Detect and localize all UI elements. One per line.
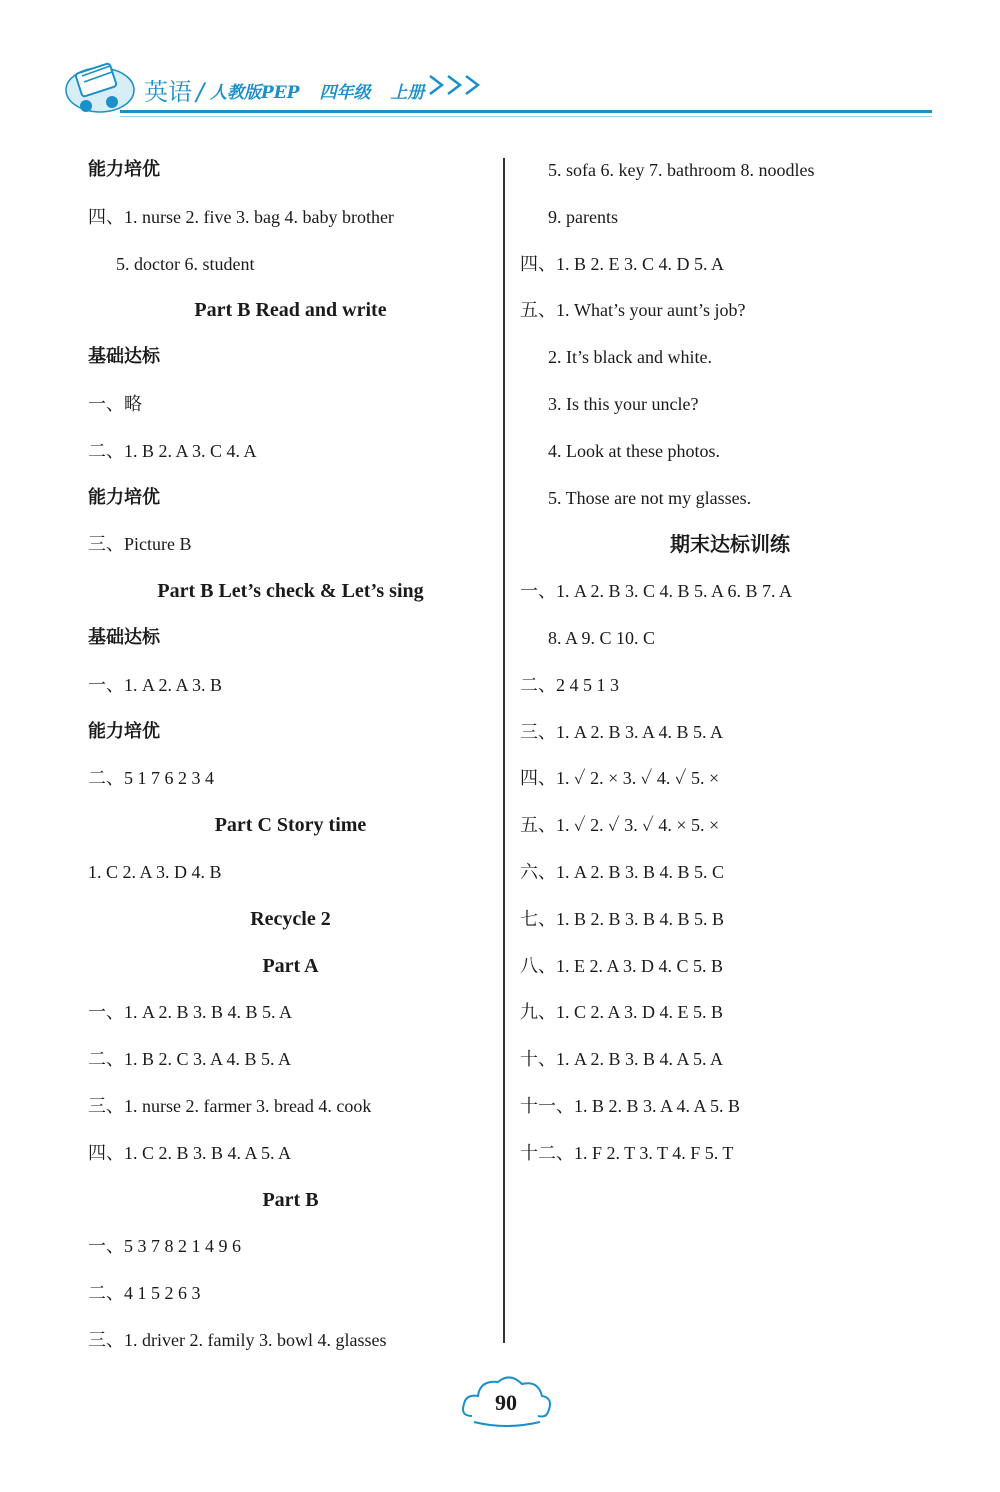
answer-line: 2. It’s black and white. (548, 347, 712, 368)
section-heading: Part B Let’s check & Let’s sing (157, 580, 424, 603)
answer-line: 十、1. A 2. B 3. B 4. A 5. A (520, 1049, 724, 1070)
header-grade: 四年级 (319, 83, 371, 103)
answer-line: 六、1. A 2. B 3. B 4. B 5. C (520, 861, 725, 882)
section-heading: Part B (262, 1188, 319, 1211)
answer-line: 五、1. ✓ 2. ✓ 3. ✓ 4. × 5. × (520, 815, 720, 836)
header-rule-thin (120, 116, 932, 117)
section-heading: Part C Story time (214, 814, 367, 837)
header-edition: 人教版PEP (210, 83, 300, 103)
answer-line: 七、1. B 2. B 3. B 4. B 5. B (520, 908, 725, 929)
answer-line: 一、1. A 2. B 3. C 4. B 5. A 6. B 7. A (520, 581, 793, 602)
header-subtitle (210, 78, 438, 103)
answer-line: 一、1. A 2. B 3. B 4. B 5. A (88, 1002, 293, 1023)
section-heading: Recycle 2 (250, 907, 331, 930)
section-heading: 能力培优 (88, 720, 160, 742)
right-column (520, 150, 940, 1180)
answer-line: 8. A 9. C 10. C (548, 627, 656, 648)
page-number-badge (458, 1368, 554, 1430)
answer-line: 一、略 (88, 393, 142, 414)
answer-line: 三、1. nurse 2. farmer 3. bread 4. cook (88, 1095, 372, 1116)
answer-line: 二、1. B 2. C 3. A 4. B 5. A (88, 1049, 292, 1070)
section-heading: 期末达标训练 (670, 532, 790, 557)
answer-line: 五、1. What’s your aunt’s job? (520, 300, 746, 321)
answer-line: 三、1. A 2. B 3. A 4. B 5. A (520, 721, 724, 742)
answer-line: 5. sofa 6. key 7. bathroom 8. noodles (548, 160, 815, 180)
answer-line: 十一、1. B 2. B 3. A 4. A 5. B (520, 1095, 741, 1116)
header-rule (120, 110, 932, 113)
answer-line: 三、Picture B (88, 534, 192, 555)
answer-line: 5. Those are not my glasses. (548, 487, 752, 508)
answer-line: 十二、1. F 2. T 3. T 4. F 5. T (520, 1142, 734, 1163)
answer-line: 3. Is this your uncle? (548, 393, 699, 414)
answer-line: 四、1. C 2. B 3. B 4. A 5. A (88, 1142, 292, 1163)
page-number: 90 (495, 1390, 517, 1415)
answer-line: 1. C 2. A 3. D 4. B (88, 861, 222, 882)
answer-line: 二、2 4 5 1 3 (520, 674, 619, 695)
header-volume: 上册 (390, 83, 425, 103)
section-heading: 能力培优 (88, 486, 160, 508)
answer-line: 5. doctor 6. student (116, 253, 255, 274)
section-heading: Part A (262, 954, 319, 977)
section-heading: 能力培优 (88, 159, 160, 180)
answer-line: 9. parents (548, 206, 618, 227)
page-header (60, 50, 930, 130)
answer-line: 二、4 1 5 2 6 3 (88, 1283, 201, 1304)
answer-line: 四、1. ✓ 2. × 3. ✓ 4. ✓ 5. × (520, 768, 720, 789)
answer-line: 九、1. C 2. A 3. D 4. E 5. B (520, 1002, 724, 1023)
section-heading: 基础达标 (88, 346, 160, 368)
header-subject: 英语 (144, 78, 192, 106)
left-column (88, 150, 493, 1367)
answer-line: 三、1. driver 2. family 3. bowl 4. glasses (88, 1329, 387, 1350)
answer-line: 四、1. B 2. E 3. C 4. D 5. A (520, 253, 725, 274)
chevrons-right-icon (428, 74, 482, 96)
answer-line: 四、1. nurse 2. five 3. bag 4. baby brother (88, 206, 394, 227)
answer-line: 一、1. A 2. A 3. B (88, 674, 223, 695)
answer-line: 一、5 3 7 8 2 1 4 9 6 (88, 1236, 241, 1257)
answer-line: 八、1. E 2. A 3. D 4. C 5. B (520, 955, 724, 976)
section-heading: Part B Read and write (194, 299, 387, 322)
answer-line: 二、5 1 7 6 2 3 4 (88, 768, 214, 789)
header-title: 英语 / (144, 78, 205, 106)
section-heading: 基础达标 (88, 626, 160, 648)
column-divider (503, 158, 505, 1343)
answer-line: 二、1. B 2. A 3. C 4. A (88, 440, 257, 461)
answer-line: 4. Look at these photos. (548, 440, 720, 461)
